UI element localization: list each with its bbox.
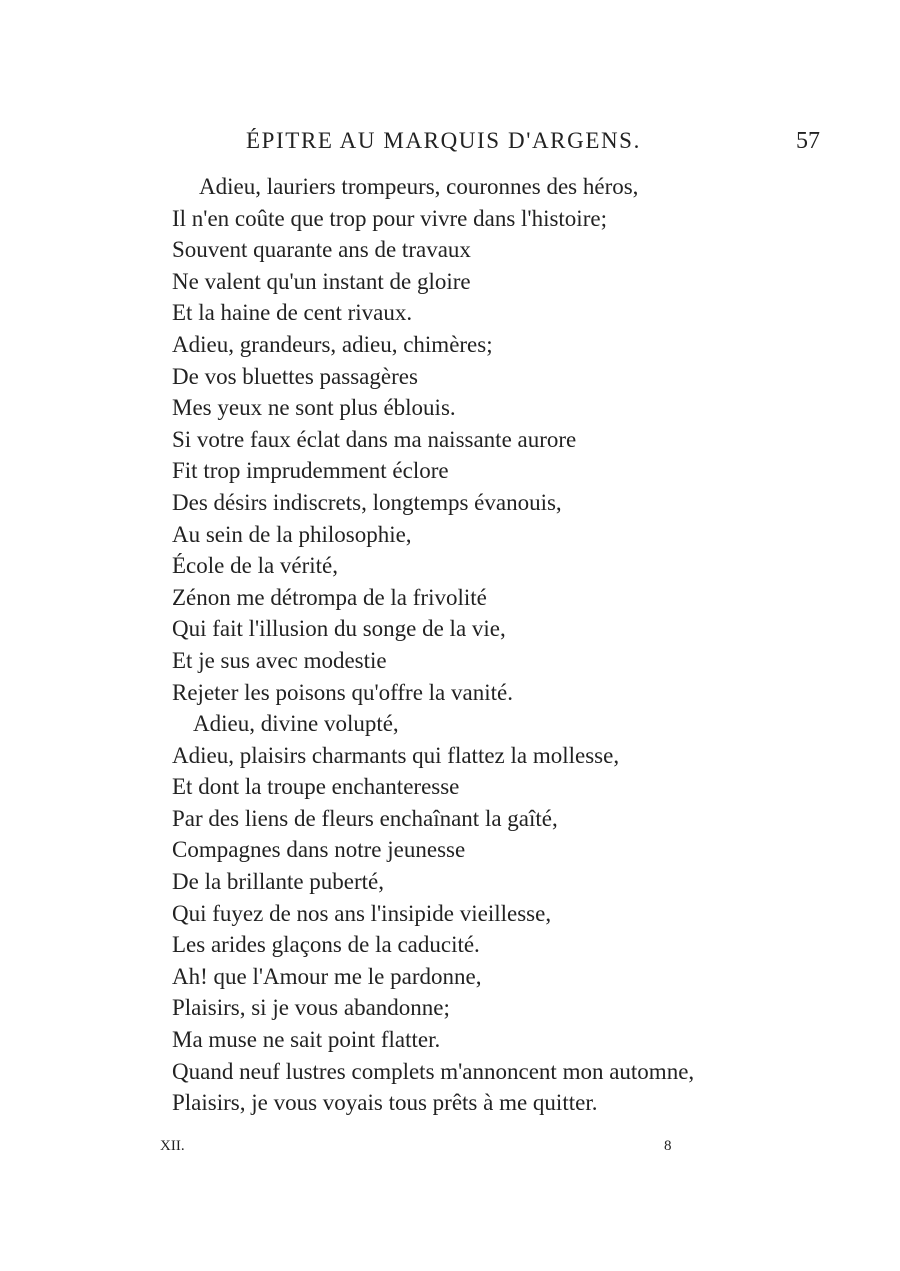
verse-line: Il n'en coûte que trop pour vivre dans l'histoire; xyxy=(172,205,607,231)
verse-line: Adieu, plaisirs charmants qui flattez la mollesse, xyxy=(172,742,620,768)
verse-line: Plaisirs, je vous voyais tous prêts à me quitter. xyxy=(172,1090,598,1116)
verse-line: Ah! que l'Amour me le pardonne, xyxy=(172,963,482,989)
verse-line: Au sein de la philosophie, xyxy=(172,521,412,547)
verse-line: Qui fait l'illusion du songe de la vie, xyxy=(172,616,506,642)
verse-line: Et je sus avec modestie xyxy=(172,647,387,673)
verse-line: Compagnes dans notre jeunesse xyxy=(172,837,466,863)
verse-line: Adieu, grandeurs, adieu, chimères; xyxy=(172,331,493,357)
verse-line: Adieu, divine volupté, xyxy=(193,711,399,737)
poem-body xyxy=(172,171,812,1119)
page-footer xyxy=(0,1138,900,1162)
verse-line: Et dont la troupe enchanteresse xyxy=(172,774,460,800)
verse-line: Adieu, lauriers trompeurs, couronnes des héros, xyxy=(199,174,639,199)
verse-line: De vos bluettes passagères xyxy=(172,363,418,389)
running-head xyxy=(0,128,900,162)
page-number: 57 xyxy=(796,128,820,154)
verse-line: De la brillante puberté, xyxy=(172,869,385,895)
signature-mark: 8 xyxy=(664,1138,672,1154)
verse-line: École de la vérité, xyxy=(172,553,339,579)
verse-line: Quand neuf lustres complets m'annoncent mon automne, xyxy=(172,1058,695,1084)
verse-line: Zénon me détrompa de la frivolité xyxy=(172,584,487,610)
verse-line: Mes yeux ne sont plus éblouis. xyxy=(172,395,456,421)
verse-line: Ne valent qu'un instant de gloire xyxy=(172,268,471,294)
verse-line: Les arides glaçons de la caducité. xyxy=(172,932,480,958)
verse-line: Plaisirs, si je vous abandonne; xyxy=(172,995,450,1021)
verse-line: Qui fuyez de nos ans l'insipide vieillesse, xyxy=(172,900,552,926)
verse-line: Ma muse ne sait point flatter. xyxy=(172,1027,441,1053)
verse-line: Des désirs indiscrets, longtemps évanouis, xyxy=(172,489,562,515)
verse-line: Souvent quarante ans de travaux xyxy=(172,237,471,263)
verse-line: Et la haine de cent rivaux. xyxy=(172,300,413,326)
volume-mark: XII. xyxy=(160,1138,185,1154)
verse-line: Si votre faux éclat dans ma naissante aurore xyxy=(172,426,577,452)
verse-line: Rejeter les poisons qu'offre la vanité. xyxy=(172,679,513,705)
verse-line: Par des liens de fleurs enchaînant la gaîté, xyxy=(172,805,558,831)
running-title: ÉPITRE AU MARQUIS D'ARGENS. xyxy=(246,128,641,153)
verse-line: Fit trop imprudemment éclore xyxy=(172,458,449,484)
